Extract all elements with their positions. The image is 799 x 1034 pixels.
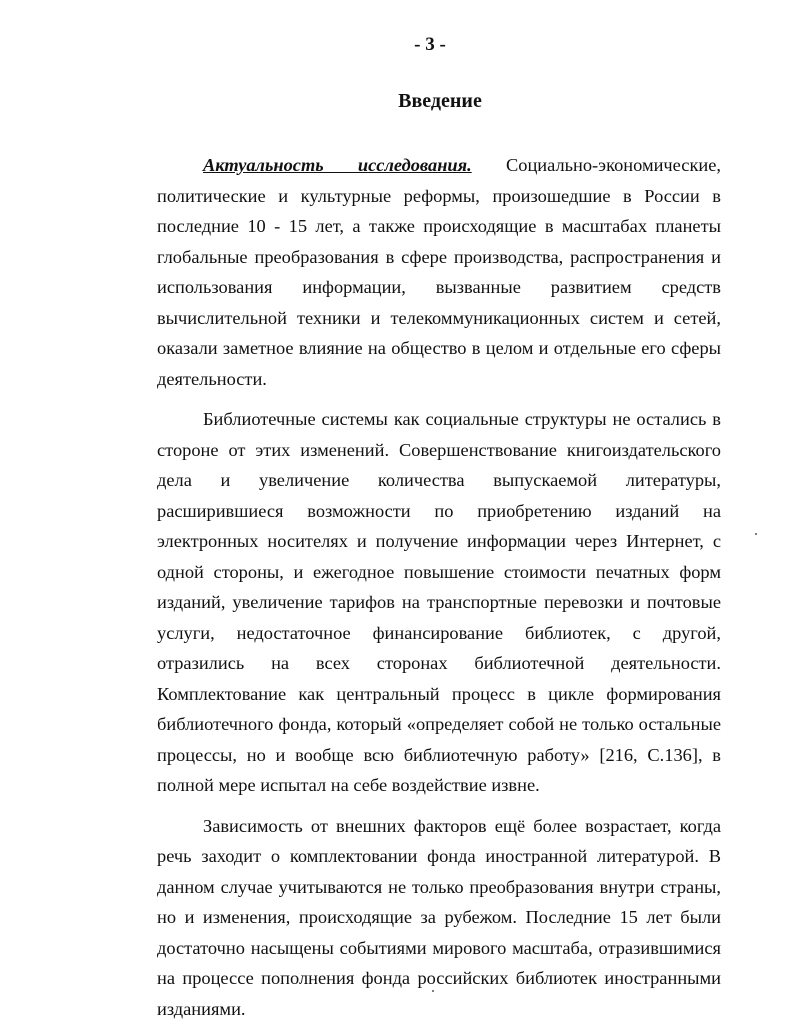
paragraph-2 (157, 404, 721, 801)
paragraph-2-text: Библиотечные системы как социальные структуры не остались в стороне от этих изменений. Совершенствование книгоиздательского дела и увеличение количества выпускаемой литературы, расширившиеся возможности по приобретению изданий на электронных носителях и получение информации через Интернет, с одной стороны, и ежегодное повышение стоимости печатных форм изданий, увеличение тарифов на транспортные перевозки и почтовые услуги, недостаточное финансирование библиотек, с другой, отразились на всех сторонах библиотечной деятельности. Комплектование как центральный процесс в цикле формирования библиотечного фонда, который «определяет собой не только остальные процессы, но и вообще всю библиотечную работу» [216, С.136], в полной мере испытал на себе воздействие извне. (157, 409, 721, 795)
section-heading: Введение (398, 90, 482, 112)
paragraph-3-text: Зависимость от внешних факторов ещё более возрастает, когда речь заходит о комплектовании фонда иностранной литературой. В данном случае учитываются не только преобразования внутри страны, но и изменения, происходящие за рубежом. Последние 15 лет были достаточно насыщены событиями мирового масштаба, отразившимися на процессе пополнения фонда российских библиотек иностранными изданиями. (157, 815, 721, 1019)
paragraph-1-text: Социально-экономические, политические и культурные реформы, произошедшие в России в последние 10 - 15 лет, а также происходящие в масштабах планеты глобальные преобразования в сфере производства, распространения и использования информации, вызванные развитием средств вычислительной техники и телекоммуникационных систем и сетей, оказали заметное влияние на общество в целом и отдельные его сферы деятельности. (157, 155, 722, 389)
paragraph-1 (157, 150, 721, 394)
paragraph-3 (157, 811, 721, 1025)
scan-speck (755, 533, 757, 535)
body-text (157, 150, 721, 1034)
scan-speck (432, 990, 434, 992)
page-number: - 3 - (414, 34, 446, 55)
paragraph-lead-term: Актуальность исследования. (203, 155, 472, 175)
